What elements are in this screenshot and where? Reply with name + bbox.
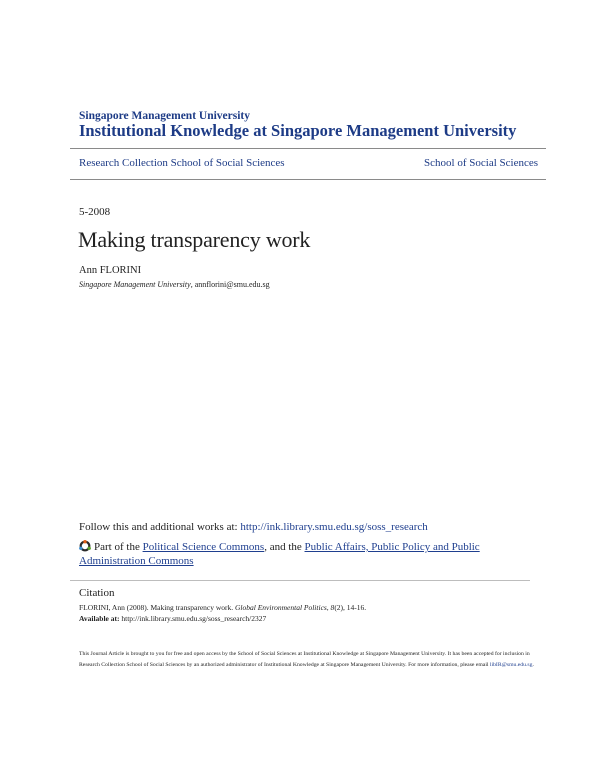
follow-text: Follow this and additional works at: <box>79 521 238 533</box>
school-link[interactable]: School of Social Sciences <box>424 157 538 169</box>
article-title: Making transparency work <box>78 227 311 252</box>
available-label: Available at: <box>79 614 120 623</box>
access-notice <box>79 649 549 670</box>
citation-suffix: (2), 14-16. <box>334 603 367 612</box>
citation-availability <box>79 614 266 623</box>
part-of-middle: , and the <box>264 541 302 553</box>
publication-date: 5-2008 <box>79 206 111 218</box>
follow-link[interactable]: http://ink.library.smu.edu.sg/soss_research <box>240 521 428 533</box>
follow-works <box>79 521 428 533</box>
citation-heading: Citation <box>79 587 115 599</box>
public-affairs-commons-link[interactable]: Public Affairs, Public Policy and Public Administration Commons <box>79 541 480 567</box>
header-divider-bottom <box>70 179 546 180</box>
notice-text: This Journal Article is brought to you for free and open access by the School of Social Sciences at Institutional Knowledge at Singapore Management University. It has been accepted for inclusion in Research Collection School of Social Sciences by an authorized administrator of Institutional Knowledge at Singapore Management University. For more information, please email <box>79 651 530 668</box>
affiliation-name: Singapore Management University <box>79 280 191 289</box>
university-name: Singapore Management University <box>79 110 251 122</box>
collection-link[interactable]: Research Collection School of Social Sciences <box>79 157 285 169</box>
citation-prefix: FLORINI, Ann (2008). Making transparency work. <box>79 603 234 612</box>
available-url[interactable]: http://ink.library.smu.edu.sg/soss_research/2327 <box>121 614 267 623</box>
notice-end: . <box>532 661 534 668</box>
author-name: Ann FLORINI <box>79 265 142 276</box>
citation-journal: Global Environmental Politics, 8 <box>235 603 335 612</box>
affiliation-email[interactable]: annflorini@smu.edu.sg <box>194 280 270 289</box>
citation-divider <box>70 580 530 581</box>
author-affiliation: Singapore Management University, annflorini@smu.edu.sg <box>79 280 270 289</box>
citation-text <box>79 603 366 612</box>
political-science-commons-link[interactable]: Political Science Commons <box>142 541 265 553</box>
part-of-commons <box>79 540 489 568</box>
header-divider-top <box>70 148 546 149</box>
notice-email-link[interactable]: libIR@smu.edu.sg <box>489 661 533 668</box>
network-commons-icon <box>79 540 91 552</box>
part-of-prefix: Part of the <box>94 541 140 553</box>
repository-title[interactable]: Institutional Knowledge at Singapore Management University <box>79 121 517 140</box>
